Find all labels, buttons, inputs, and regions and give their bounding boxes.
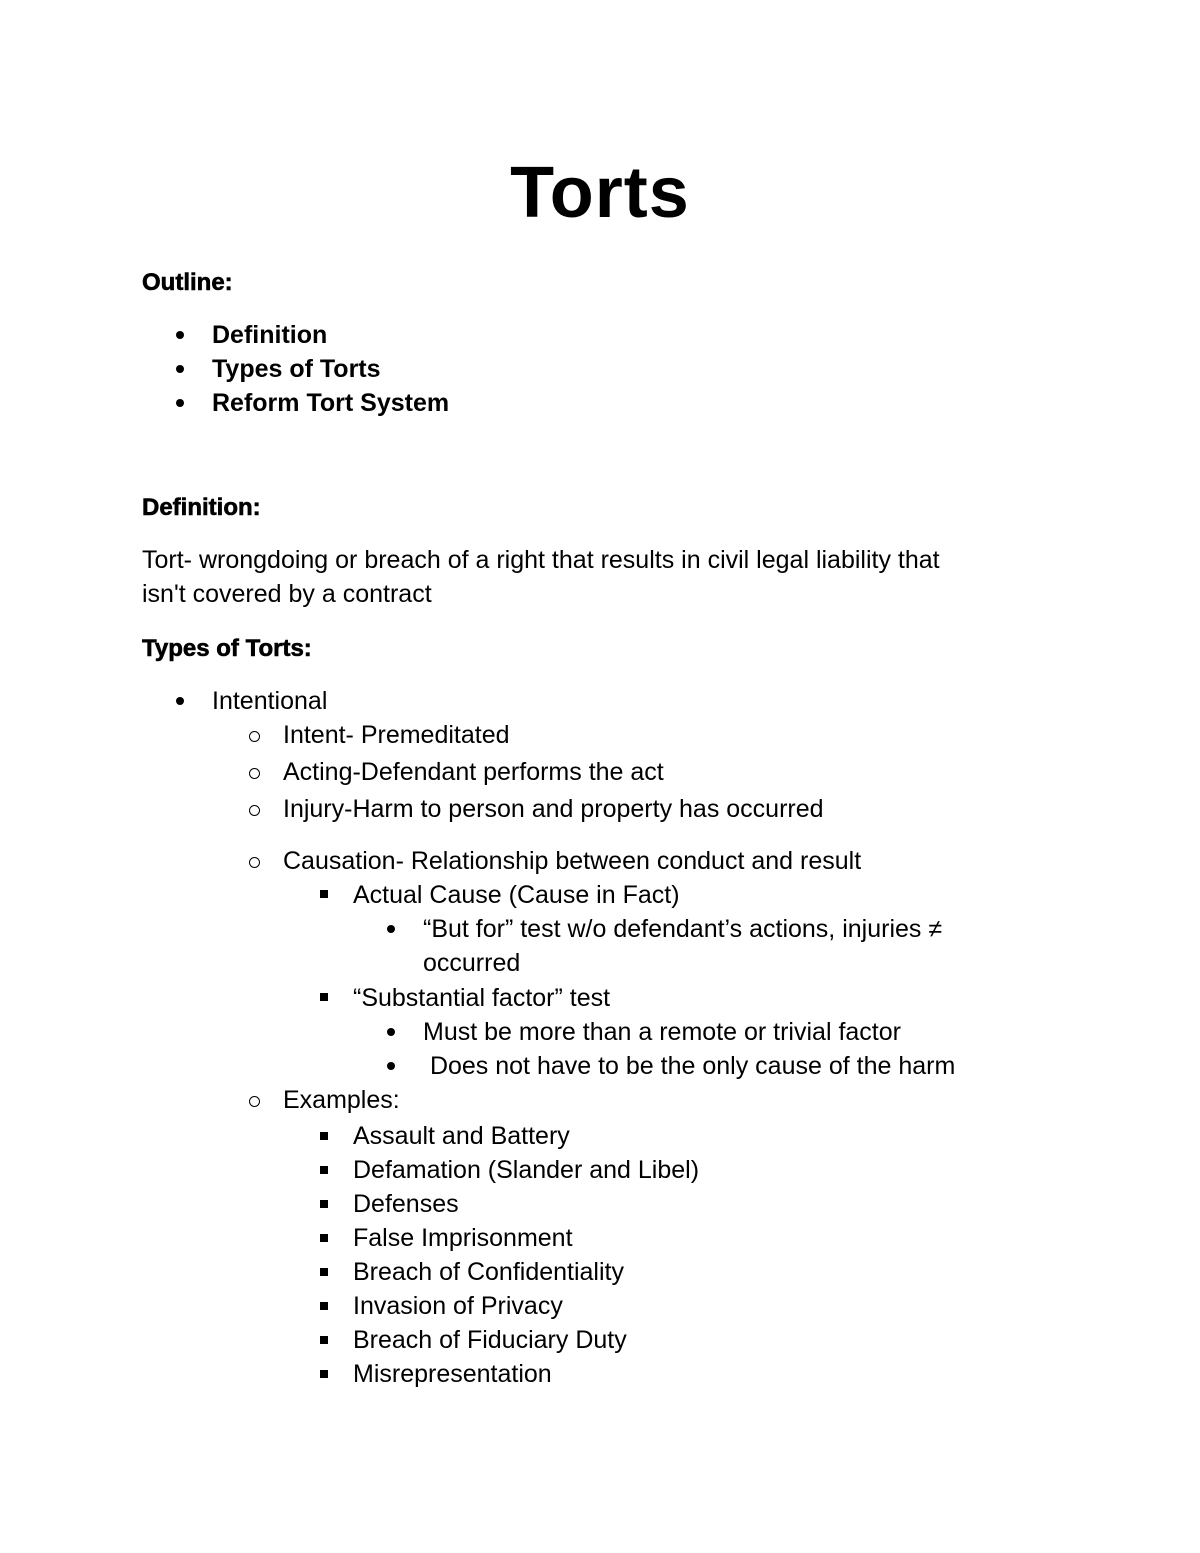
bullet-square-icon: [320, 993, 328, 1001]
outline-item-definition: Definition: [212, 321, 328, 349]
bullet-circle-icon: [249, 768, 260, 779]
substantial-factor-item: “Substantial factor” test: [353, 984, 611, 1012]
definition-heading: Definition:: [142, 494, 261, 521]
example-item: Breach of Fiduciary Duty: [353, 1326, 627, 1354]
examples-label: Examples:: [283, 1086, 400, 1114]
substantial-point-2: Does not have to be the only cause of the harm: [423, 1052, 956, 1080]
bullet-disc-icon: [387, 925, 395, 933]
bullet-disc-icon: [176, 365, 184, 373]
example-item: Defamation (Slander and Libel): [353, 1156, 700, 1184]
outline-item-reform: Reform Tort System: [212, 389, 450, 417]
intentional-label: Intentional: [212, 687, 328, 715]
example-item: Invasion of Privacy: [353, 1292, 563, 1320]
bullet-disc-icon: [176, 697, 184, 705]
document-title: Torts: [510, 153, 690, 233]
types-heading: Types of Torts:: [142, 635, 312, 662]
example-item: Misrepresentation: [353, 1360, 552, 1388]
bullet-circle-icon: [249, 731, 260, 742]
injury-item: Injury-Harm to person and property has occurred: [283, 795, 824, 823]
bullet-disc-icon: [387, 1062, 395, 1070]
but-for-line-1: “But for” test w/o defendant’s actions, injuries ≠: [423, 915, 943, 943]
definition-text-line-1: Tort- wrongdoing or breach of a right that results in civil legal liability that: [142, 546, 940, 574]
bullet-square-icon: [320, 1302, 328, 1310]
bullet-square-icon: [320, 1166, 328, 1174]
but-for-line-2: occurred: [423, 949, 521, 977]
example-item: False Imprisonment: [353, 1224, 573, 1252]
example-item: Defenses: [353, 1190, 459, 1218]
bullet-square-icon: [320, 1200, 328, 1208]
bullet-square-icon: [320, 1370, 328, 1378]
bullet-square-icon: [320, 890, 328, 898]
bullet-square-icon: [320, 1268, 328, 1276]
outline-heading: Outline:: [142, 269, 233, 296]
substantial-point-1: Must be more than a remote or trivial factor: [423, 1018, 901, 1046]
bullet-square-icon: [320, 1234, 328, 1242]
acting-item: Acting-Defendant performs the act: [283, 758, 664, 786]
intent-item: Intent- Premeditated: [283, 721, 510, 749]
bullet-square-icon: [320, 1336, 328, 1344]
actual-cause-item: Actual Cause (Cause in Fact): [353, 881, 680, 909]
bullet-circle-icon: [249, 1096, 260, 1107]
bullet-square-icon: [320, 1132, 328, 1140]
bullet-circle-icon: [249, 805, 260, 816]
example-item: Assault and Battery: [353, 1122, 570, 1150]
causation-item: Causation- Relationship between conduct and result: [283, 847, 862, 875]
definition-text-line-2: isn't covered by a contract: [142, 580, 432, 608]
bullet-circle-icon: [249, 857, 260, 868]
example-item: Breach of Confidentiality: [353, 1258, 624, 1286]
bullet-disc-icon: [176, 399, 184, 407]
outline-item-types: Types of Torts: [212, 355, 381, 383]
bullet-disc-icon: [176, 331, 184, 339]
bullet-disc-icon: [387, 1028, 395, 1036]
